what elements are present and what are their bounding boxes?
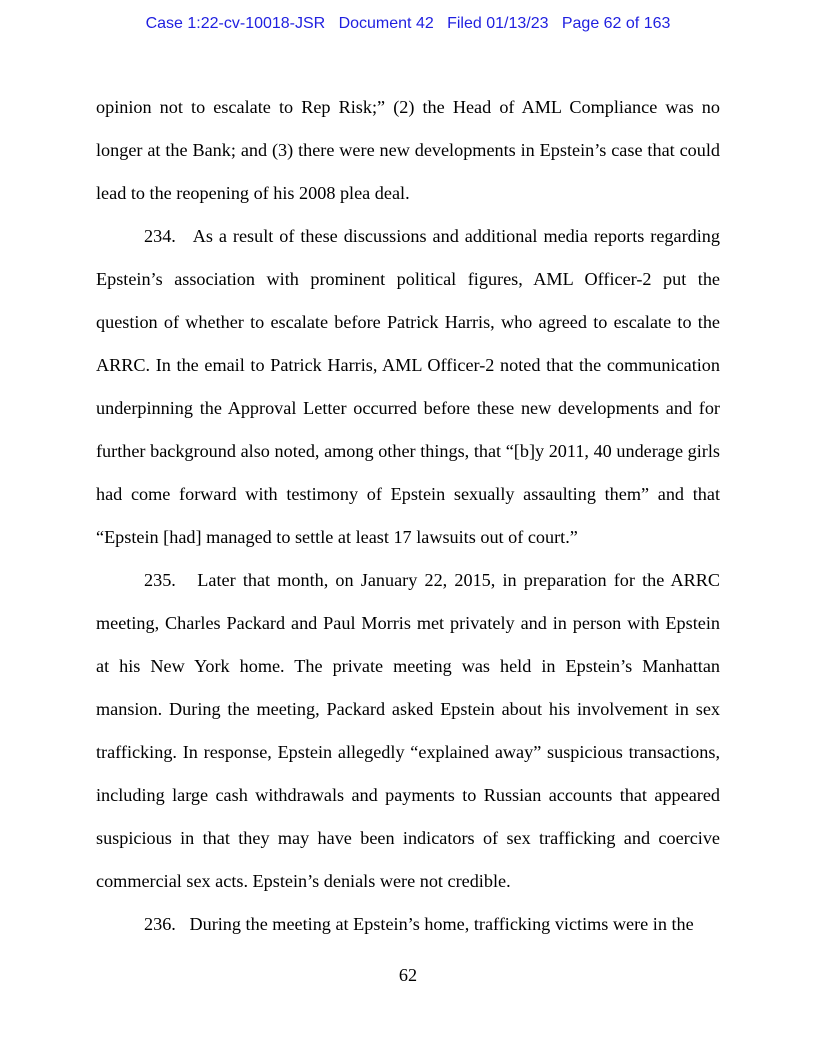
document-body	[96, 86, 720, 946]
paragraph-number: 236.	[144, 914, 176, 934]
page-number: 62	[398, 965, 418, 985]
page-of-total: Page 62 of 163	[561, 15, 671, 32]
paragraph-text: Later that month, on January 22, 2015, in preparation for the ARRC meeting, Charles Packard and Paul Morris met privately and in person with Epstein at his New York home. The private meeting was held in Epstein’s Manhattan mansion. During the meeting, Packard asked Epstein about his involvement in sex trafficking. In response, Epstein allegedly “explained away” suspicious transactions, including large cash withdrawals and payments to Russian accounts that appeared suspicious in that they may have been indicators of sex trafficking and coercive commercial sex acts. Epstein’s denials were not credible.	[96, 570, 720, 891]
document-number: Document 42	[338, 15, 434, 32]
paragraph-continuation	[96, 86, 720, 215]
paragraph-234	[96, 215, 720, 559]
paragraph-235	[96, 559, 720, 903]
paragraph-236	[96, 903, 720, 946]
case-number: Case 1:22-cv-10018-JSR	[145, 15, 326, 32]
paragraph-text: As a result of these discussions and additional media reports regarding Epstein’s association with prominent political figures, AML Officer-2 put the question of whether to escalate before Patrick Harris, who agreed to escalate to the ARRC. In the email to Patrick Harris, AML Officer-2 noted that the communication underpinning the Approval Letter occurred before these new developments and for further background also noted, among other things, that “[b]y 2011, 40 underage girls had come forward with testimony of Epstein sexually assaulting them” and that “Epstein [had] managed to settle at least 17 lawsuits out of court.”	[96, 226, 720, 547]
case-header	[0, 15, 816, 33]
filed-date: Filed 01/13/23	[447, 15, 549, 32]
paragraph-text: During the meeting at Epstein’s home, trafficking victims were in the	[189, 914, 694, 934]
paragraph-text: opinion not to escalate to Rep Risk;” (2) the Head of AML Compliance was no longer at the Bank; and (3) there were new developments in Epstein’s case that could lead to the reopening of his 2008 plea deal.	[96, 97, 720, 203]
paragraph-number: 234.	[144, 226, 176, 246]
paragraph-number: 235.	[144, 570, 176, 590]
